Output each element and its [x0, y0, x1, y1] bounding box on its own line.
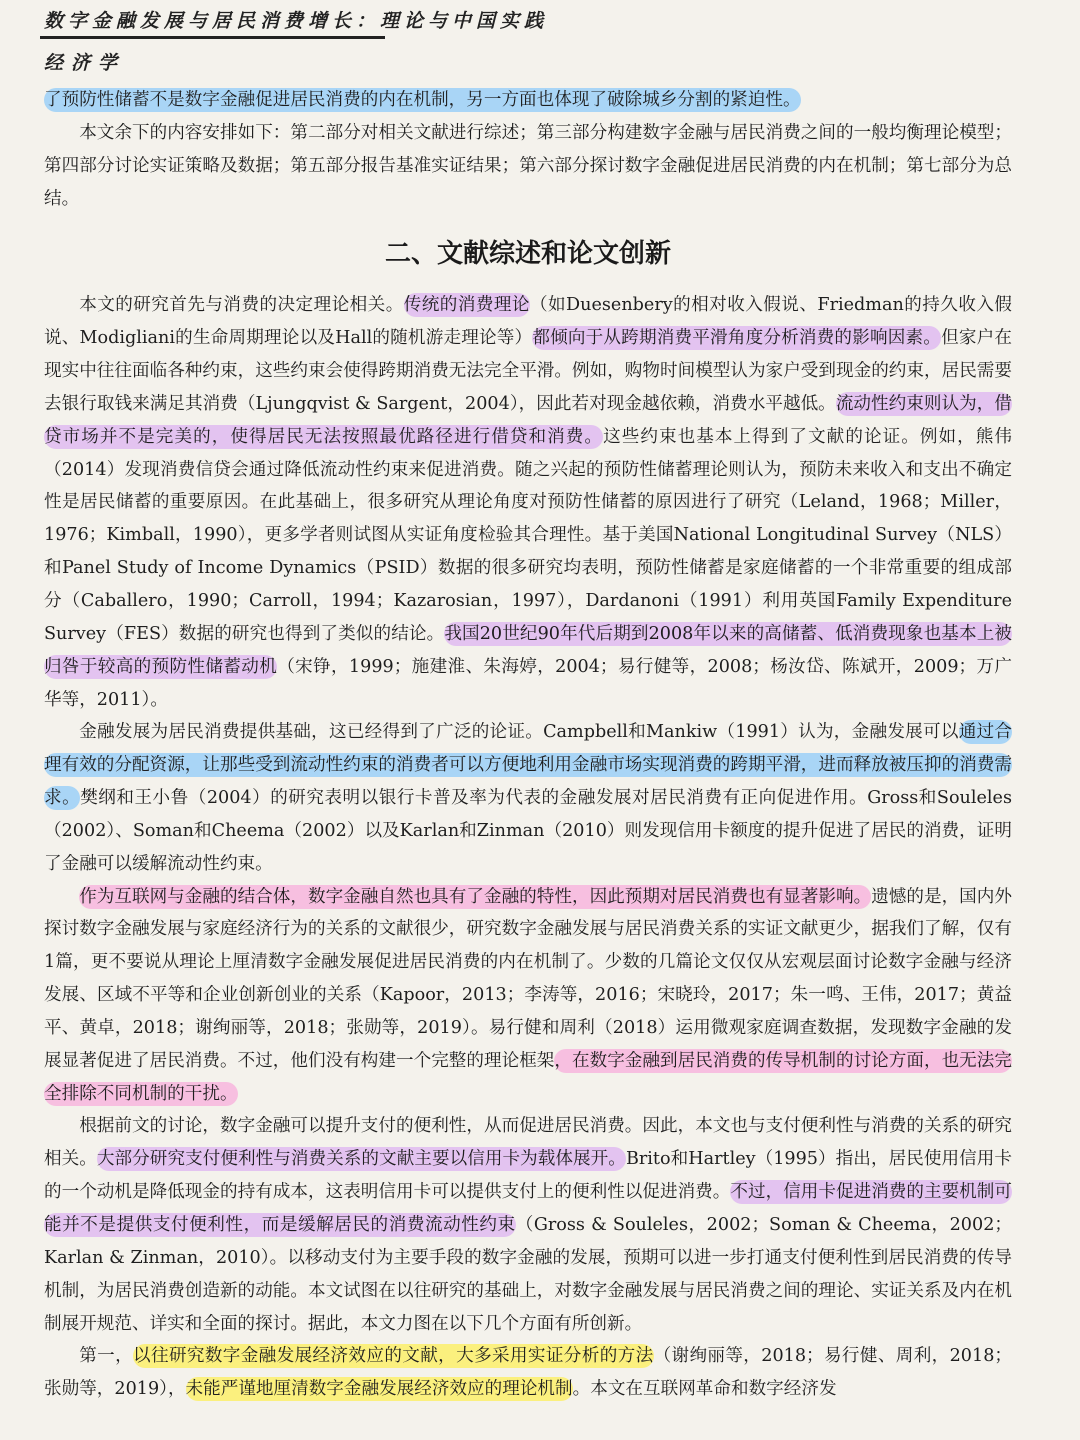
highlight-purple: 我国20世纪90年代后期到2008年以来的高储蓄、低消费现象也基本上被归咎于较高的预防性储蓄动机	[44, 623, 1012, 677]
paragraph-financial-development	[44, 716, 1012, 880]
text-span: 。本文在互联网革命和数字经济发	[572, 1379, 837, 1400]
highlight-yellow: 以往研究数字金融发展经济效应的文献，大多采用实证分析的方法	[133, 1346, 654, 1367]
body-text	[44, 84, 1012, 1406]
text-span: 第一，	[79, 1346, 134, 1367]
running-header-title: 数字金融发展与居民消费增长：理论与中国实践	[44, 10, 549, 32]
highlight-blue: 了预防性储蓄不是数字金融促进居民消费的内在机制，另一方面也体现了破除城乡分割的紧迫性。	[44, 90, 801, 110]
header-rule	[40, 36, 385, 39]
highlight-yellow: 未能严谨地厘清数字金融发展经济效应的理论机制	[185, 1379, 573, 1400]
highlight-blue: 通过合理有效的分配资源，让那些受到流动性约束的消费者可以方便地利用金融市场实现消费的跨期平滑，进而释放被压抑的消费需求。	[44, 722, 1012, 809]
highlight-pink: ，在数字金融到居民消费的传导机制的讨论方面，也无法完全排除不同机制的干扰。	[44, 1050, 1012, 1104]
text-span: 金融发展为居民消费提供基础，这已经得到了广泛的论证。Campbell和Mankiw（1991）认为，金融发展可以	[79, 722, 959, 743]
text-span: 根据前文的讨论，数字金融可以提升支付的便利性，从而促进居民消费。因此，本文也与支付便利性与消费的关系的研究相关。	[44, 1116, 1012, 1170]
journal-name: 经济学	[44, 52, 126, 74]
text-span: （谢绚丽等，2018；易行健、周利，2018；张勋等，2019），	[44, 1346, 1012, 1400]
highlight-purple: 大部分研究支付便利性与消费关系的文献主要以信用卡为载体展开。	[96, 1149, 626, 1170]
text-span: 但家户在现实中往往面临各种约束，这些约束会使得跨期消费无法完全平滑。	[44, 328, 1012, 382]
highlight-pink: 作为互联网与金融的结合体，数字金融自然也具有了金融的特性，因此预期对居民消费也有显著影响。	[79, 886, 872, 907]
text-span: 本文余下的内容安排如下：第二部分对相关文献进行综述；第三部分构建数字金融与居民消费之间的一般均衡理论模型；第四部分讨论实证策略及数据；第五部分报告基准实证结果；第六部分探讨数字金融促进居民消费的内在机制；第七部分为总结。	[44, 122, 1012, 209]
paragraph-consumption-theory	[44, 289, 1012, 716]
text-span: 樊纲和王小鲁（2004）的研究表明以银行卡普及率为代表的金融发展对居民消费有正向促进作用。Gross和Souleles（2002）、Soman和Cheema（2002）以及Karlan和Zinman（2010）则发现信用卡额度的提升促进了居民的消费，证明了金融可以缓解流动性约束。	[44, 788, 1012, 874]
paragraph-innovation-first	[44, 1340, 1012, 1406]
highlight-purple: 都倾向于从跨期消费平滑角度分析消费的影响因素。	[532, 328, 942, 349]
highlight-purple: 流动性约束则认为，借贷市场并不是完美的，使得居民无法按照最优路径进行借贷和消费。	[44, 393, 1012, 447]
paragraph-digital-finance	[44, 881, 1012, 1111]
paragraph-continued	[44, 84, 1012, 117]
text-span: Brito和Hartley（1995）指出，居民使用信用卡的一个动机是降低现金的持有成本，这表明信用卡可以提供支付上的便利性以促进消费。	[44, 1149, 1012, 1203]
paragraph-outline	[44, 117, 1012, 216]
highlight-purple: 传统的消费理论	[403, 295, 530, 316]
paragraph-payment-convenience	[44, 1110, 1012, 1340]
text-span: 遗憾的是，国内外探讨数字金融发展与家庭经济行为的关系的文献很少，研究数字金融发展与居民消费关系的实证文献更少，据我们了解，仅有1篇，更不要说从理论上厘清数字金融发展促进居民消费的内在机制了。少数的几篇论文仅仅从宏观层面讨论数字金融与经济发展、区域不平等和企业创新创业的关系（Kapoor，2013；李涛等，2016；宋晓玲，2017；朱一鸣、王伟，2017；黄益平、黄卓，2018；谢绚丽等，2018；张勋等，2019）。易行健和周利（2018）运用微观家庭调查数据，发现数字金融的发展显著促进了居民消费。不过，他们没有构建一个完整的理论框架	[44, 886, 1012, 1071]
text-span: 这些约束也基本上得到了文献的论证。例如，熊伟（2014）发现消费信贷会通过降低流动性约束来促进消费。随之兴起的预防性储蓄理论则认为，预防未来收入和支出不确定性是居民储蓄的重要原因。在此基础上，很多研究从理论角度对预防性储蓄的原因进行了研究（Leland，1968；Miller，1976；Kimball，1990），更多学者则试图从实证角度检验其合理性。基于美国National Longitudinal Survey（NLS）和Panel Study of Income Dynamics（PSID）数据的很多研究均表明，预防性储蓄是家庭储蓄的一个非常重要的组成部分（Caballero，1990；Carroll，1994；Kazarosian，1997），Dardanoni（1991）利用英国Family Expenditure Survey（FES）数据的研究也得到了类似的结论。	[44, 426, 1012, 644]
text-span: （Gross & Souleles，2002；Soman & Cheema，2002；Karlan & Zinman，2010）。以移动支付为主要手段的数字金融的发展，预期可以进一步打通支付便利性到居民消费的传导机制，为居民消费创造新的动能。本文试图在以往研究的基础上，对数字金融发展与居民消费之间的理论、实证关系及内在机制展开规范、详实和全面的探讨。据此，本文力图在以下几个方面有所创新。	[44, 1215, 1012, 1334]
text-span: 例如，购物时间模型认为家户受到现金的约束，居民需要去银行取钱来满足其消费（Ljungqvist & Sargent，2004），因此若对现金越依赖，消费水平越低。	[44, 361, 1012, 414]
text-span: （如Duesenbery的相对收入假说、Friedman的持久收入假说、Modigliani的生命周期理论以及Hall的随机游走理论等）	[44, 295, 1012, 349]
text-span: 本文的研究首先与消费的决定理论相关。	[79, 295, 404, 316]
highlight-purple: 不过，信用卡促进消费的主要机制可能并不是提供支付便利性，而是缓解居民的消费流动性约束	[44, 1182, 1012, 1235]
section-heading: 二、文献综述和论文创新	[384, 239, 671, 270]
text-span: （宋铮，1999；施建淮、朱海婷，2004；易行健等，2008；杨汝岱、陈斌开，2009；万广华等，2011）。	[44, 656, 1012, 710]
